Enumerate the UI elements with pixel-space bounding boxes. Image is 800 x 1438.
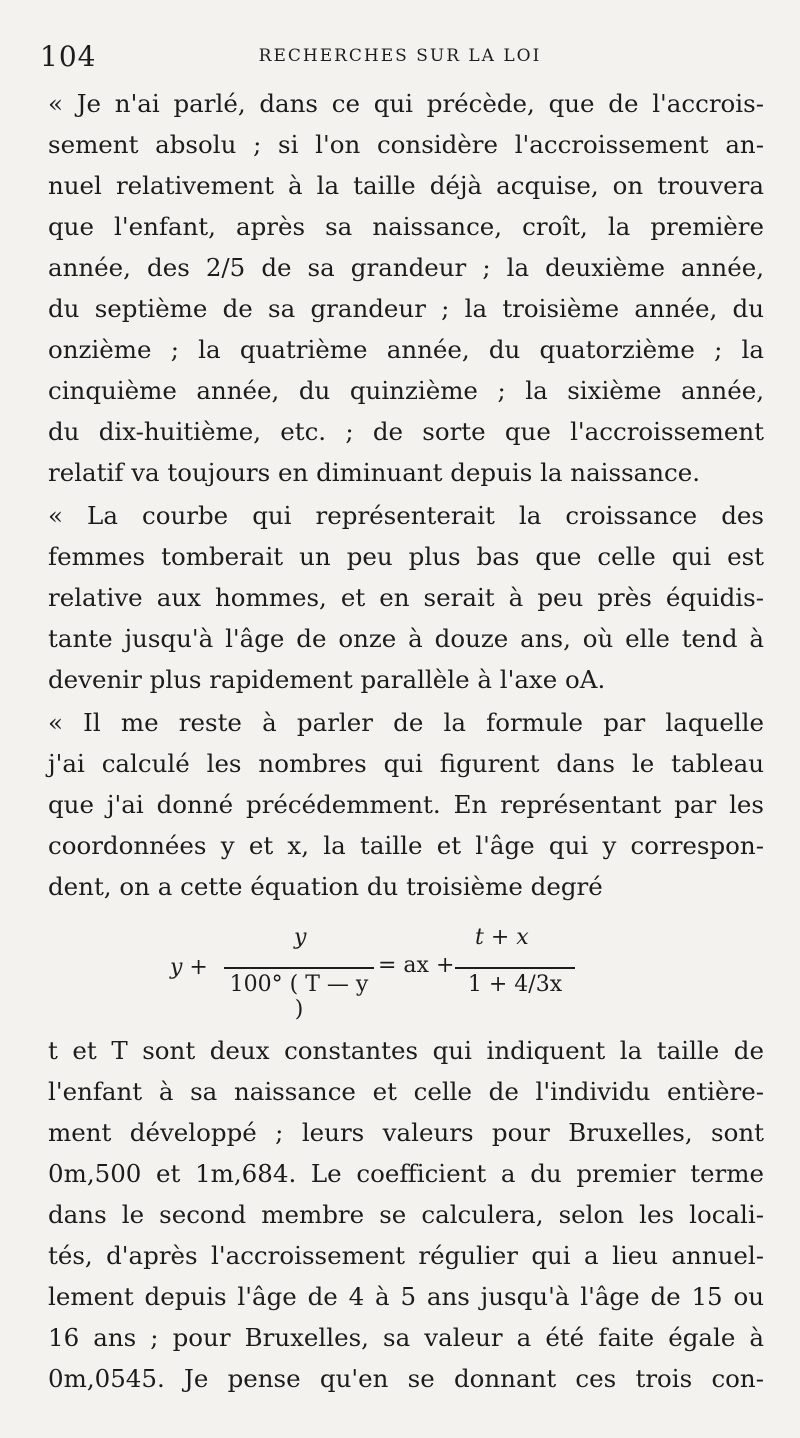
text-line: ment développé ; leurs valeurs pour Bruxelles, sont	[48, 1118, 764, 1147]
formula-equals: = ax +	[378, 953, 455, 978]
formula-fraction-denominator: 1 + 4/3x	[467, 972, 563, 997]
page-number: 104	[40, 40, 97, 73]
text-line: « Il me reste à parler de la formule par laquelle	[48, 708, 764, 737]
text-line: « Je n'ai parlé, dans ce qui précède, que de l'accrois-	[48, 89, 764, 118]
text-line: que l'enfant, après sa naissance, croît, la première	[48, 212, 764, 241]
formula-fraction-numerator: y	[294, 925, 307, 950]
text-line: « La courbe qui représenterait la croissance des	[48, 501, 764, 530]
formula-lhs: y +	[170, 955, 208, 980]
formula-fraction-denominator: 100° ( T — y )	[229, 972, 369, 1022]
text-line: tés, d'après l'accroissement régulier qui a lieu annuel-	[48, 1241, 764, 1270]
text-line: 0m,0545. Je pense qu'en se donnant ces trois con-	[48, 1364, 764, 1393]
formula-fraction-numerator: t + x	[475, 925, 529, 950]
text-line: femmes tomberait un peu plus bas que celle qui est	[48, 542, 764, 571]
text-line: t et T sont deux constantes qui indiquent la taille de	[48, 1036, 764, 1065]
text-line: nuel relativement à la taille déjà acquise, on trouvera	[48, 171, 764, 200]
text-line: relatif va toujours en diminuant depuis la naissance.	[48, 458, 701, 487]
text-line: devenir plus rapidement parallèle à l'axe oA.	[48, 665, 606, 694]
text-line: que j'ai donné précédemment. En représentant par les	[48, 790, 764, 819]
growth-formula	[160, 925, 620, 1022]
text-line: tante jusqu'à l'âge de onze à douze ans, où elle tend à	[48, 624, 764, 653]
text-line: 16 ans ; pour Bruxelles, sa valeur a été faite égale à	[48, 1323, 764, 1352]
text-line: relative aux hommes, et en serait à peu près équidis-	[48, 583, 764, 612]
text-line: sement absolu ; si l'on considère l'accroissement an-	[48, 130, 764, 159]
text-line: du dix-huitième, etc. ; de sorte que l'accroissement	[48, 417, 764, 446]
text-line: j'ai calculé les nombres qui figurent dans le tableau	[48, 749, 764, 778]
text-line: année, des 2/5 de sa grandeur ; la deuxième année,	[48, 253, 764, 282]
text-line: du septième de sa grandeur ; la troisième année, du	[48, 294, 764, 323]
page-header	[40, 40, 760, 80]
text-line: coordonnées y et x, la taille et l'âge qui y correspon-	[48, 831, 764, 860]
text-line: cinquième année, du quinzième ; la sixième année,	[48, 376, 764, 405]
text-line: lement depuis l'âge de 4 à 5 ans jusqu'à l'âge de 15 ou	[48, 1282, 764, 1311]
fraction-bar	[224, 967, 374, 969]
text-line: dans le second membre se calculera, selon les locali-	[48, 1200, 764, 1229]
fraction-bar	[455, 967, 575, 969]
running-title: RECHERCHES SUR LA LOI	[258, 46, 542, 66]
text-line: dent, on a cette équation du troisième degré	[48, 872, 603, 901]
text-line: l'enfant à sa naissance et celle de l'individu entière-	[48, 1077, 764, 1106]
text-line: onzième ; la quatrième année, du quatorzième ; la	[48, 335, 764, 364]
text-line: 0m,500 et 1m,684. Le coefficient a du premier terme	[48, 1159, 764, 1188]
